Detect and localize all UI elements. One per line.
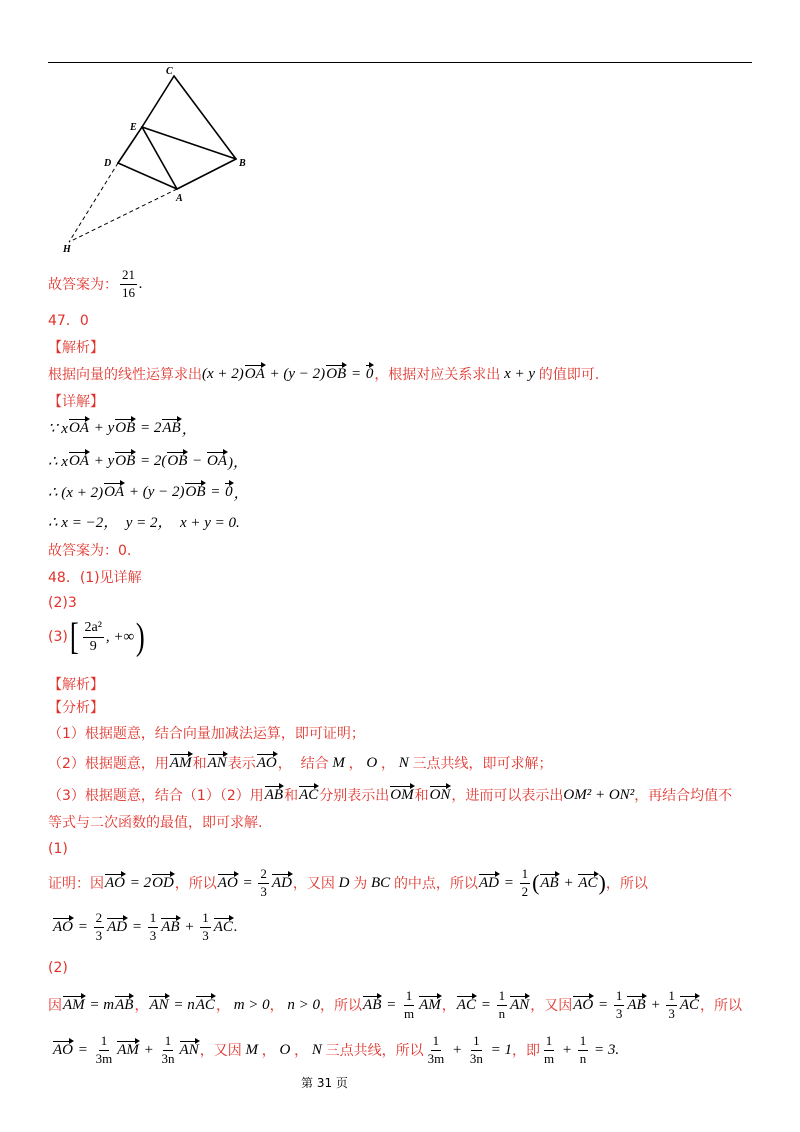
vector: AN [149, 996, 169, 1013]
fraction-denominator: 3n [469, 1050, 483, 1066]
q48-proof-2-line-1 [48, 985, 742, 1025]
text-run: ， [348, 756, 363, 772]
vector: AC [456, 996, 476, 1013]
fraction [83, 620, 104, 654]
math-run: = [499, 874, 518, 891]
text-run: 【解析】 [48, 677, 104, 693]
point-label-h: H [63, 244, 71, 255]
fraction [578, 1034, 589, 1066]
math-run: ， [181, 421, 197, 438]
math-run: + [558, 1041, 576, 1058]
text-run: 因 [48, 998, 62, 1014]
vector: AC [213, 918, 233, 935]
math-run: = n [169, 996, 195, 1013]
fraction-numerator: 1 [614, 989, 625, 1005]
math-run: x + y [500, 365, 539, 382]
fraction-numerator: 21 [120, 268, 137, 284]
math-run: D [334, 874, 354, 891]
math-run: OM² + ON² [563, 786, 635, 803]
text-run: ， [261, 1043, 276, 1059]
math-run: + (y − 2) [265, 365, 326, 382]
math-run: + [448, 1041, 466, 1058]
text-run: 的中点，所以 [393, 876, 478, 892]
math-run: = 3. [590, 1041, 620, 1058]
vector: OA [206, 452, 227, 469]
math-run: = 2 [136, 419, 162, 436]
math-run: . [139, 275, 143, 292]
fraction [402, 989, 416, 1021]
text-run: 三点共线，所以 [325, 1043, 424, 1059]
q48-analysis-3-cont [48, 802, 262, 842]
text-run: 故答案为：0. [48, 543, 132, 559]
vector: AD [107, 918, 128, 935]
vector: OD [152, 874, 174, 891]
fraction-denominator: 3 [615, 1005, 623, 1021]
vector: ON [429, 786, 451, 803]
math-run: + y [89, 452, 115, 469]
text-run: (2) [48, 960, 68, 976]
text-run: ， [294, 1043, 309, 1059]
vector: AC [679, 996, 699, 1013]
fraction-denominator: m [543, 1050, 555, 1066]
text-run: ， [269, 998, 284, 1014]
math-run: ， [233, 485, 249, 502]
fraction [520, 867, 531, 899]
math-run: O [362, 754, 382, 771]
fraction-denominator: 3 [668, 1005, 675, 1021]
q48-proof-1-line-1 [48, 863, 648, 903]
fraction-denominator: 3 [95, 927, 103, 943]
text-run: ，所以 [700, 998, 742, 1014]
math-run: = 2( [136, 452, 167, 469]
text-run: ，所以 [605, 876, 648, 892]
vector: 0 [365, 365, 374, 382]
math-run: − [188, 452, 206, 469]
point-label-b: B [239, 158, 246, 169]
delimiter: ) [136, 616, 146, 658]
point-label-e: E [130, 122, 137, 133]
vector: AB [264, 786, 284, 803]
math-run: = [74, 1041, 92, 1058]
fraction-denominator: 3 [202, 927, 209, 943]
vector: OM [390, 786, 414, 803]
text-run: ，又因 [199, 1043, 242, 1059]
vector: OB [167, 452, 188, 469]
text-run: 证明：因 [48, 876, 104, 892]
fraction-numerator: 2a² [83, 620, 104, 637]
text-run: ，进而可以表示出 [451, 788, 564, 804]
fraction-denominator: 9 [89, 638, 97, 654]
fraction-denominator: n [579, 1050, 587, 1066]
text-run: 三点共线，即可求解； [412, 756, 553, 772]
fraction-numerator: 1 [520, 867, 531, 883]
vector: OA [244, 365, 265, 382]
segment-cb [174, 76, 236, 159]
fraction-numerator: 2 [94, 911, 105, 927]
vector: OB [326, 365, 347, 382]
fraction [542, 1034, 556, 1066]
fraction-denominator: 3m [95, 1050, 113, 1066]
vector: AO [217, 874, 238, 891]
vector: AC [578, 874, 598, 891]
fraction-numerator: 1 [578, 1034, 589, 1050]
fraction-denominator: 3 [149, 927, 157, 943]
fraction-numerator: 1 [163, 1034, 174, 1050]
vector: OA [68, 452, 89, 469]
text-run: (2)3 [48, 595, 77, 611]
segment-ah-dashed [69, 189, 177, 242]
text-run: 48．(1)见详解 [48, 570, 142, 586]
text-run: （3）根据题意，结合（1）（2）用 [48, 788, 264, 804]
text-run: （1）根据题意，结合向量加减法运算，即可证明； [48, 726, 365, 742]
vector: AB [162, 419, 181, 436]
math-run: + [559, 874, 578, 891]
q48-answer-part-3 [48, 612, 147, 662]
vector: OB [115, 419, 136, 436]
math-run: = [476, 996, 495, 1013]
vector: AN [510, 996, 530, 1013]
vector: AO [105, 874, 125, 891]
fraction-denominator: 2 [521, 883, 529, 899]
fraction [426, 1034, 447, 1066]
text-run: ，再结合均值不 [634, 788, 733, 804]
math-run: . [233, 918, 238, 935]
fraction-numerator: 1 [99, 1034, 110, 1050]
fraction [614, 989, 625, 1021]
math-run: = [238, 874, 257, 891]
geometry-figure [0, 0, 300, 260]
text-run: ，又因 [530, 998, 573, 1014]
page-footer [301, 1062, 348, 1102]
fraction [148, 911, 159, 943]
segment-eb [142, 127, 236, 159]
text-run: ， [215, 998, 230, 1014]
fraction [94, 1034, 115, 1066]
math-run: O [275, 1041, 295, 1058]
vector: AD [271, 874, 292, 891]
math-run: N [395, 754, 413, 771]
text-run: ， [381, 756, 396, 772]
segment-ab [177, 159, 236, 189]
text-run: 等式与二次函数的最值，即可求解. [48, 815, 263, 831]
math-run: ∴ x [48, 453, 68, 470]
math-run: = [128, 918, 146, 935]
math-run: + [139, 1041, 158, 1058]
vector: AD [478, 874, 499, 891]
math-run: (x + 2) [202, 365, 244, 382]
segment-ce [142, 76, 174, 127]
fraction-numerator: 1 [148, 911, 159, 927]
vector: OB [115, 452, 136, 469]
math-run: M [328, 754, 349, 771]
math-run: = [206, 483, 225, 500]
text-run: 表示 [227, 756, 256, 772]
math-run: )， [227, 454, 248, 471]
math-run: n > 0 [283, 996, 321, 1013]
q48-proof-1-line-2 [52, 907, 238, 947]
fraction-numerator: 1 [404, 989, 415, 1005]
math-run: + y [89, 419, 115, 436]
fraction [94, 911, 105, 943]
text-run: ，所以 [320, 998, 363, 1014]
text-run: 和 [192, 756, 207, 772]
text-run: ，又因 [292, 876, 335, 892]
fraction-numerator: 1 [431, 1034, 442, 1050]
fraction [468, 1034, 485, 1066]
vector: OB [185, 483, 206, 500]
fraction-numerator: 2 [258, 867, 269, 883]
math-run: = 1 [486, 1041, 512, 1058]
text-run: ，所以 [174, 876, 217, 892]
delimiter: ) [598, 870, 606, 895]
math-run: + (y − 2) [125, 483, 185, 500]
vector: AN [207, 754, 227, 771]
math-run: M [241, 1041, 262, 1058]
vector: AB [115, 996, 134, 1013]
math-run: ∴ x = −2， y = 2， x + y = 0. [48, 514, 240, 531]
vector: AO [256, 754, 277, 771]
fraction-denominator: 3 [260, 883, 267, 899]
math-run: N [308, 1041, 326, 1058]
vector: AC [299, 786, 319, 803]
math-run: = [74, 918, 92, 935]
answer-46 [48, 264, 143, 304]
delimiter: [ [69, 616, 79, 658]
fraction [120, 268, 137, 300]
math-run: m > 0 [229, 996, 270, 1013]
math-run: ∵ x [48, 420, 68, 437]
fraction-numerator: 1 [471, 1034, 482, 1050]
q48-proof-2-label [48, 948, 68, 988]
vector: AB [540, 874, 559, 891]
fraction [666, 989, 677, 1021]
vector: OA [104, 483, 125, 500]
vector: AN [179, 1041, 199, 1058]
text-run: ， [441, 998, 456, 1014]
delimiter: ( [532, 870, 540, 895]
text-run: ，根据对应关系求出 [374, 367, 501, 383]
text-run: 【分析】 [48, 700, 104, 716]
math-run: = 2 [126, 874, 152, 891]
text-run: 【详解】 [48, 394, 104, 410]
fraction-numerator: 1 [497, 989, 508, 1005]
text-run: ， [134, 998, 149, 1014]
page-number: 第 31 页 [301, 1075, 348, 1090]
fraction [258, 867, 269, 899]
vector: AM [117, 1041, 139, 1058]
vector: OA [68, 419, 89, 436]
vector: AO [53, 918, 73, 935]
fraction [160, 1034, 177, 1066]
text-run: 故答案为： [48, 277, 118, 293]
vector: 0 [225, 483, 233, 500]
vector: AM [419, 996, 441, 1013]
text-run: （2）根据题意，用 [48, 756, 169, 772]
point-label-d: D [104, 158, 112, 169]
vector: AM [63, 996, 85, 1013]
vector: AO [53, 1041, 73, 1058]
fraction-numerator: 1 [200, 911, 211, 927]
text-run: 47．0 [48, 313, 89, 329]
vector: AM [169, 754, 192, 771]
vector: AB [627, 996, 646, 1013]
fraction [497, 989, 508, 1021]
fraction-numerator: 1 [666, 989, 677, 1005]
text-run: (3) [48, 629, 68, 645]
fraction-numerator: 1 [544, 1034, 555, 1050]
q47-analysis-text [48, 354, 599, 394]
math-run: = [382, 996, 400, 1013]
fraction-denominator: n [498, 1005, 506, 1021]
math-run: = [347, 365, 365, 382]
vector: AB [161, 918, 180, 935]
text-run: (1) [48, 841, 68, 857]
math-run: + [646, 996, 665, 1013]
text-run: 和 [414, 788, 429, 804]
text-run: 为 [353, 876, 368, 892]
fraction [200, 911, 211, 943]
text-run: 和 [284, 788, 299, 804]
fraction-denominator: 3m [427, 1050, 445, 1066]
math-run: = m [85, 996, 115, 1013]
point-label-a: A [176, 193, 183, 204]
vector: AO [573, 996, 594, 1013]
text-run: 的值即可. [538, 367, 600, 383]
fraction-denominator: 3n [161, 1050, 175, 1066]
point-label-c: C [166, 66, 173, 77]
text-run: 【解析】 [48, 340, 104, 356]
fraction-denominator: m [403, 1005, 415, 1021]
vector: AB [363, 996, 382, 1013]
math-run: = [594, 996, 612, 1013]
vector: AC [195, 996, 215, 1013]
math-run: ∴ (x + 2) [48, 484, 104, 501]
segment-da [118, 163, 177, 189]
math-run: , +∞ [105, 628, 135, 645]
math-run: BC [367, 874, 394, 891]
text-run: ， 结合 [277, 756, 329, 772]
text-run: 分别表示出 [319, 788, 390, 804]
math-run: + [180, 918, 199, 935]
text-run: 根据向量的线性运算求出 [48, 367, 202, 383]
text-run: ，即 [511, 1043, 540, 1059]
fraction-denominator: 16 [122, 284, 135, 300]
